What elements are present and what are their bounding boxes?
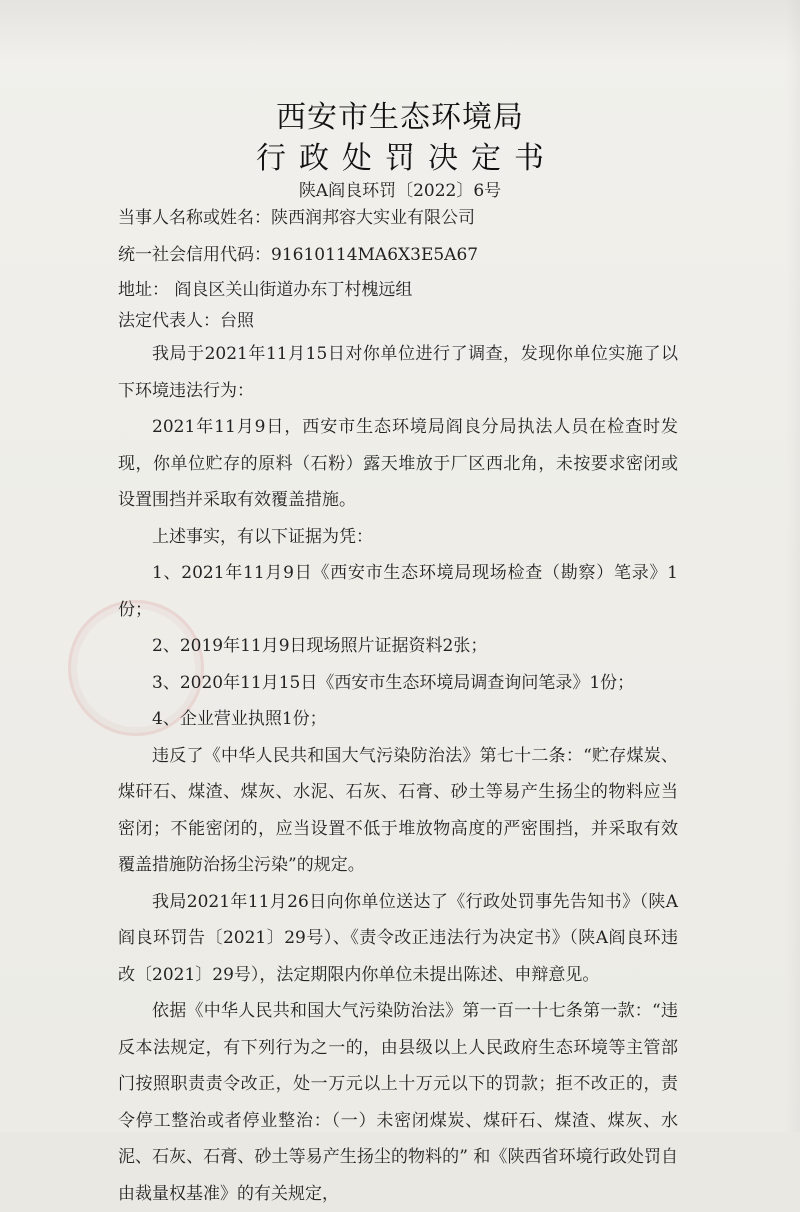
paragraph-legal-basis: 依据《中华人民共和国大气污染防治法》第一百一十七条第一款：“违反本法规定，有下列行为之一的，由县级以上人民政府生态环境等主管部门按照职责责令改正，处一万元以上十万元以下的罚款；拒不改正的，责令停工整治或者停业整治：（一）未密闭煤炭、煤矸石、煤渣、煤灰、水泥、石灰、石膏、砂土等易产生扬尘的物料的” 和《陕西省环境行政处罚自由裁量权基准》的有关规定， xyxy=(118,1001,678,1204)
paragraph-notice-served: 我局2021年11月26日向你单位送达了《行政处罚事先告知书》（陕A阎良环罚告〔2021〕29号）、《责令改正违法行为决定书》（陕A阎良环违改〔2021〕29号），法定期限内你单位未提出陈述、申辩意见。 xyxy=(118,891,678,985)
document-number: 陕A阎良环罚〔2022〕6号 xyxy=(298,181,502,201)
paragraph-legal-violation: 违反了《中华人民共和国大气污染防治法》第七十二条：“贮存煤炭、煤矸石、煤渣、煤灰、水泥、石灰、石膏、砂土等易产生扬尘的物料应当密闭；不能密闭的，应当设置不低于堆放物高度的严密围挡，并采取有效覆盖措施防治扬尘污染”的规定。 xyxy=(118,745,678,875)
legal-representative: 法定代表人：台照 xyxy=(118,311,254,331)
credit-code: 统一社会信用代码：91610114MA6X3E5A67 xyxy=(118,245,479,265)
evidence-item: 1、2021年11月9日《西安市生态环境局现场检查（勘察）笔录》1份； xyxy=(118,563,678,620)
paragraph-investigation: 我局于2021年11月15日对你单位进行了调查，发现你单位实施了以下环境违法行为： xyxy=(118,344,678,401)
scan-shadow-top xyxy=(0,0,800,60)
address: 地址： 阎良区关山街道办东丁村槐远组 xyxy=(118,280,413,300)
party-name: 当事人名称或姓名：陕西润邦容大实业有限公司 xyxy=(118,208,475,228)
paragraph-violation-facts: 2021年11月9日，西安市生态环境局阎良分局执法人员在检查时发现，你单位贮存的原料（石粉）露天堆放于厂区西北角，未按要求密闭或设置围挡并采取有效覆盖措施。 xyxy=(118,417,678,510)
decision-body xyxy=(118,336,678,1212)
agency-title: 西安市生态环境局 xyxy=(276,100,524,135)
evidence-item: 4、企业营业执照1份； xyxy=(152,709,327,729)
document-type-title: 行政处罚决定书 xyxy=(256,141,557,176)
paragraph-evidence-intro: 上述事实，有以下证据为凭： xyxy=(152,526,373,547)
evidence-item: 2、2019年11月9日现场照片证据资料2张； xyxy=(152,636,488,656)
evidence-item: 3、2020年11月15日《西安市生态环境局调查询问笔录》1份； xyxy=(152,672,635,693)
